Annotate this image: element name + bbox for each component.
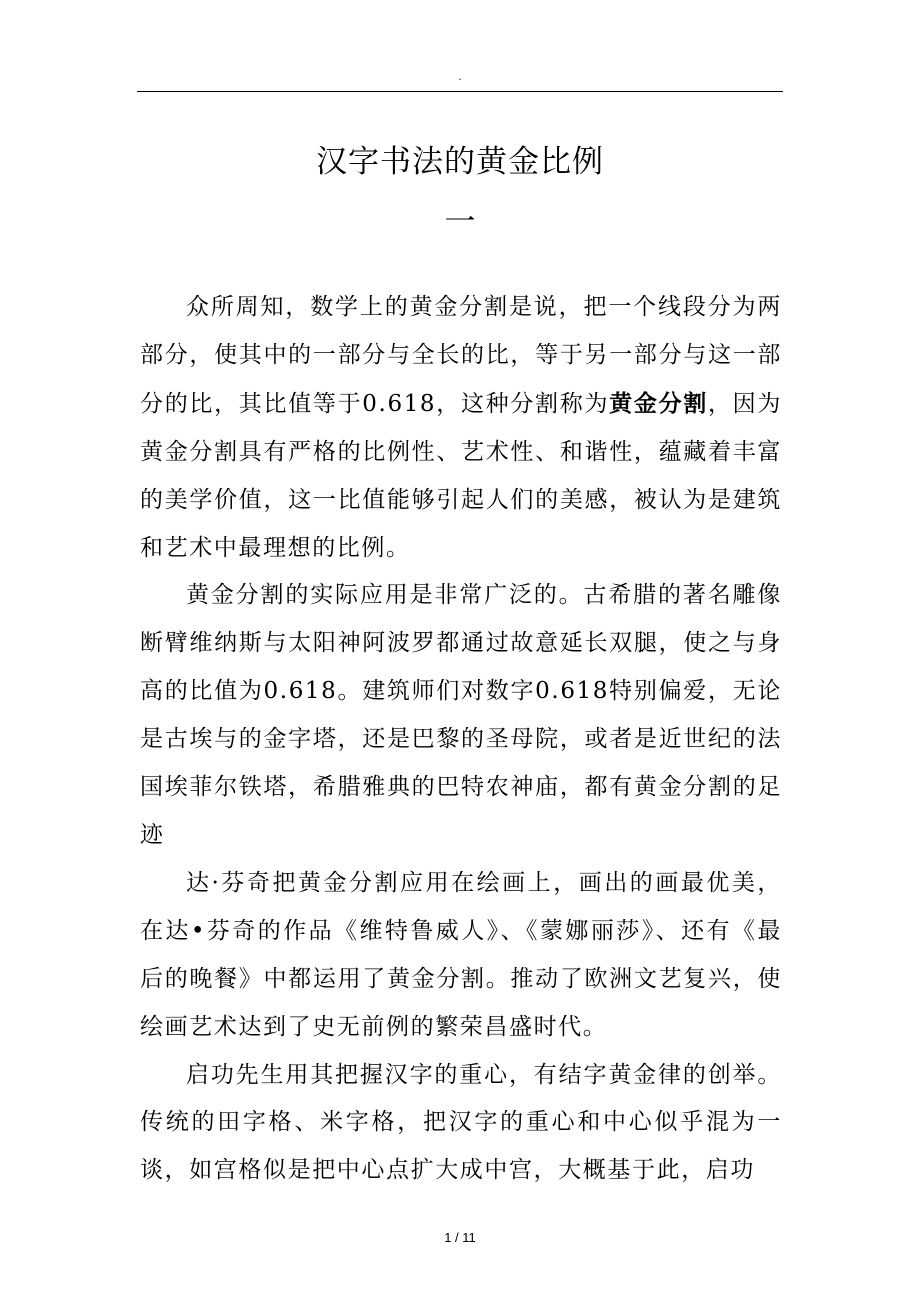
paragraph-text: ，因为黄金分割具有严格的比例性、艺术性、和谐性，蕴藏着丰富的美学价值，这一比值能够引起人们的美感，被认为是建筑和艺术中最理想的比例。 [140,390,782,561]
page-indicator: 1 / 11 [444,1230,476,1245]
bold-term-golden-section: 黄金分割 [609,389,708,417]
section-number: 一 [444,204,476,240]
paragraph-text: 众所周知，数学上的黄金分割是说，把一个线段分为两部分，使其中的一部分与全长的比，等于另一部分与这一部分的比，其比值等于0.618，这种分割称为 [140,294,782,417]
paragraph-da-vinci: 达·芬奇把黄金分割应用在绘画上，画出的画最优美，在达•芬奇的作品《维特鲁威人》、《蒙娜丽莎》、还有《最后的晚餐》中都运用了黄金分割。推动了欧洲文艺复兴，使绘画艺术达到了史无前例的繁荣昌盛时代。 [140,869,782,1040]
document-body [140,284,782,1195]
header-rule [137,91,783,92]
paragraph-golden-section-definition [140,284,782,572]
paragraph-applications: 黄金分割的实际应用是非常广泛的。古希腊的著名雕像断臂维纳斯与太阳神阿波罗都通过故意延长双腿，使之与身高的比值为0.618。建筑师们对数字0.618特别偏爱，无论是古埃与的金字塔，还是巴黎的圣母院，或者是近世纪的法国埃菲尔铁塔，希腊雅典的巴特农神庙，都有黄金分割的足迹 [140,582,782,848]
header-mark: . [458,72,462,83]
document-title: 汉字书法的黄金比例 [316,144,604,180]
paragraph-qigong: 启功先生用其把握汉字的重心，有结字黄金律的创举。传统的田字格、米字格，把汉字的重心和中心似乎混为一谈，如宫格似是把中心点扩大成中宫，大概基于此，启功 [140,1061,782,1184]
